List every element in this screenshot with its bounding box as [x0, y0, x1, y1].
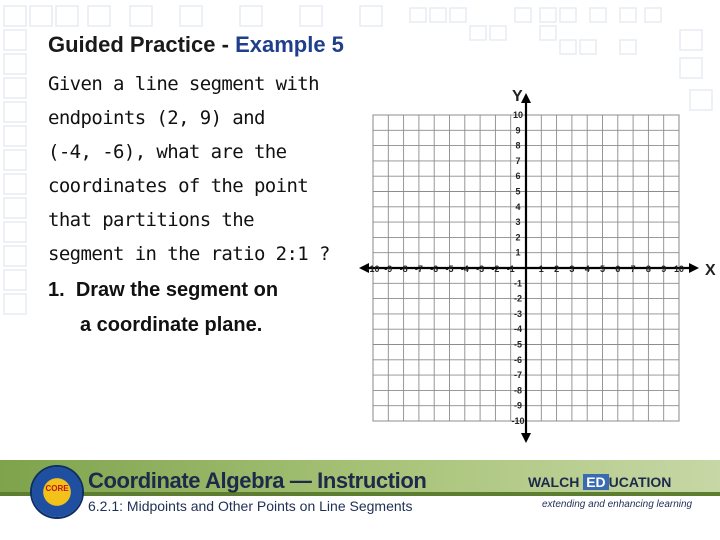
x-tick-label: -9: [384, 264, 393, 274]
y-tick-label: 2: [515, 232, 521, 243]
step-number: 1.: [48, 279, 65, 301]
y-tick-label: 3: [515, 217, 521, 228]
y-axis-arrow-down: [521, 433, 531, 443]
y-tick-label: -4: [513, 324, 523, 335]
slide-title: [48, 32, 344, 58]
x-tick-label: -3: [476, 264, 485, 274]
y-tick-label: 10: [512, 110, 524, 120]
y-tick-label: 6: [515, 171, 521, 182]
seal-text: CORE: [45, 484, 69, 493]
x-tick-label: -5: [445, 264, 454, 274]
problem-line: endpoints (2, 9) and: [48, 107, 265, 129]
x-tick-label: 6: [615, 264, 621, 274]
common-core-seal-logo: [32, 467, 82, 517]
y-tick-label: -10: [511, 416, 525, 426]
y-tick-label: 8: [515, 140, 521, 151]
x-tick-label: 3: [569, 264, 575, 274]
x-tick-label: 8: [645, 264, 651, 274]
x-tick-label: -6: [430, 264, 439, 274]
walch-name: WALCH: [528, 474, 580, 490]
x-tick-label: -7: [414, 264, 423, 274]
x-tick-label: 10: [673, 264, 685, 274]
problem-line: (-4, -6), what are the: [48, 141, 287, 163]
problem-line: Given a line segment with: [48, 73, 319, 95]
problem-line: coordinates of the point: [48, 175, 309, 197]
y-tick-label: -6: [513, 354, 523, 365]
course-title: Coordinate Algebra — Instruction: [88, 468, 427, 493]
y-tick-label: -5: [513, 339, 523, 350]
walch-logo: [528, 474, 671, 490]
x-tick-label: 2: [554, 264, 560, 274]
y-tick-label: -3: [513, 308, 523, 319]
x-tick-label: 4: [584, 264, 590, 274]
x-tick-label: 1: [538, 264, 544, 274]
x-tick-label: -1: [506, 264, 515, 274]
slide-title-accent: Example 5: [235, 32, 344, 57]
y-tick-label: 4: [515, 201, 521, 212]
x-tick-label: -2: [491, 264, 500, 274]
y-tick-label: -2: [513, 293, 523, 304]
y-axis-label: Y: [512, 88, 523, 105]
problem-statement: [48, 67, 348, 271]
problem-line: that partitions the: [48, 209, 254, 231]
y-tick-label: -9: [513, 400, 523, 411]
walch-suffix: UCATION: [608, 474, 672, 490]
coordinate-plane: [340, 66, 716, 458]
walch-box: ED: [583, 474, 608, 490]
x-tick-label: -4: [460, 264, 469, 274]
y-tick-label: 5: [515, 186, 521, 197]
x-tick-label: 9: [661, 264, 667, 274]
x-tick-label: -10: [366, 264, 380, 274]
step-line-continued: a coordinate plane.: [80, 314, 263, 336]
y-tick-label: 9: [515, 125, 521, 136]
y-tick-label: -7: [513, 370, 523, 381]
y-tick-label: -8: [513, 385, 523, 396]
x-tick-label: -8: [399, 264, 408, 274]
step-line: [48, 279, 278, 302]
problem-line: segment in the ratio 2:1 ?: [48, 243, 330, 265]
y-tick-label: 1: [515, 247, 521, 258]
x-axis-arrow-right: [689, 263, 699, 273]
x-tick-label: 7: [630, 264, 636, 274]
lesson-subtitle: 6.2.1: Midpoints and Other Points on Line Segments: [88, 498, 413, 514]
x-tick-label: 5: [599, 264, 606, 274]
y-tick-label: 7: [515, 155, 521, 166]
x-axis-label: X: [705, 262, 716, 279]
y-tick-label: -1: [513, 278, 523, 289]
slide-title-prefix: Guided Practice -: [48, 32, 236, 57]
step-text: Draw the segment on: [75, 279, 279, 301]
walch-tagline: extending and enhancing learning: [542, 499, 693, 510]
